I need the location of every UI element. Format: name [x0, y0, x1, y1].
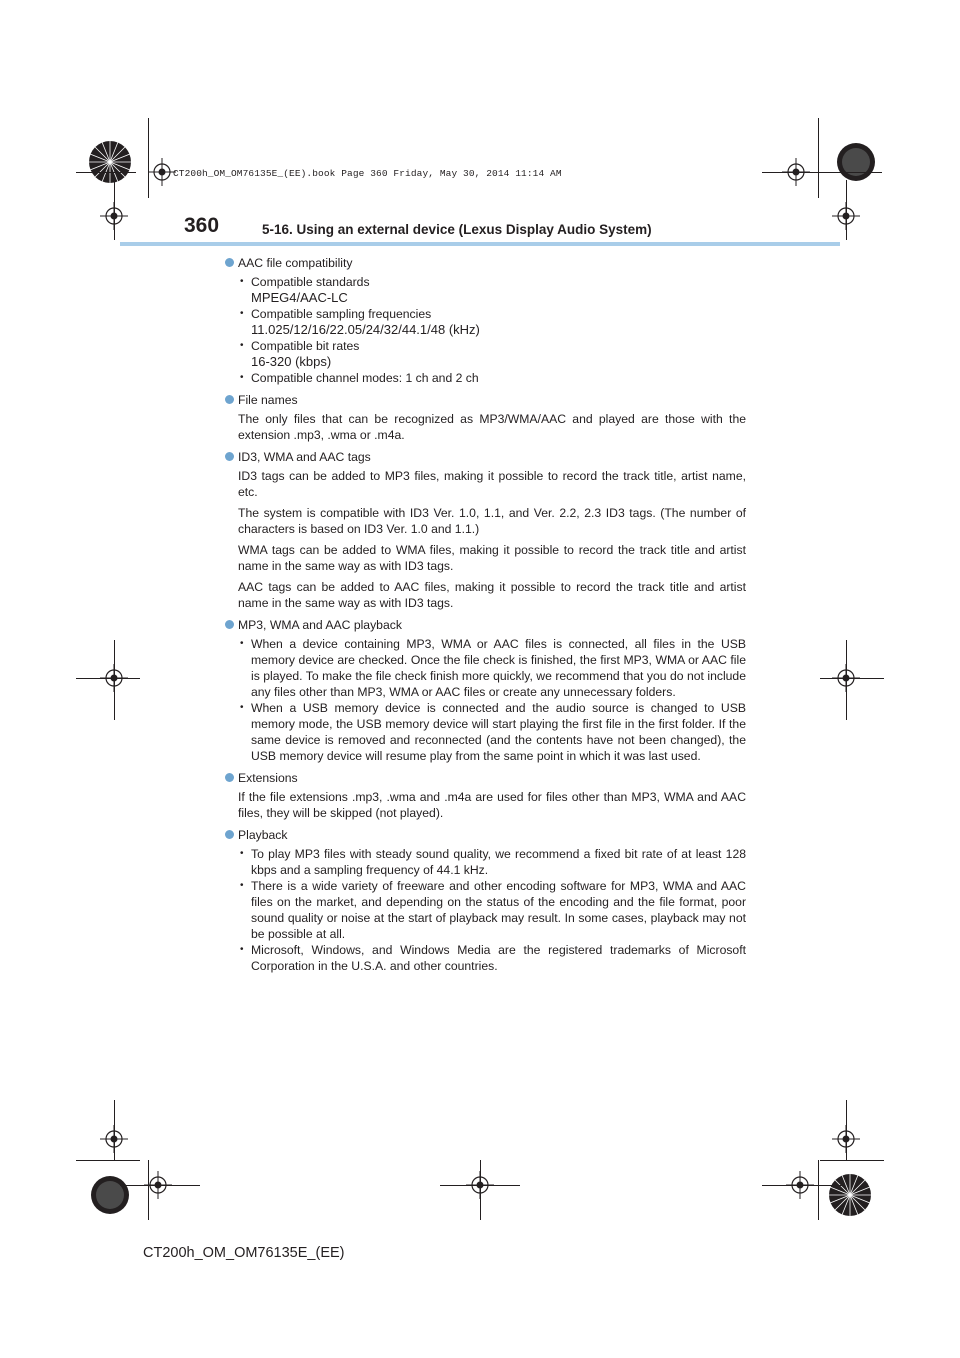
- list-item: [225, 770, 746, 821]
- sub-item: [238, 338, 746, 370]
- sub-item: [238, 370, 746, 386]
- item-paragraph: If the file extensions .mp3, .wma and .m4a are used for files other than MP3, WMA and AAC files, they will be skipped (not played).: [238, 790, 746, 820]
- sub-label: • Compatible sampling frequencies: [251, 307, 432, 321]
- trim-line: [480, 1160, 481, 1220]
- trim-line: [820, 678, 884, 679]
- section-title: 5-16. Using an external device (Lexus Display Audio System): [262, 222, 652, 237]
- sub-item: [238, 942, 746, 974]
- list-item: [225, 827, 746, 974]
- trim-line: [114, 640, 115, 720]
- sub-text: • When a USB memory device is connected and the audio source is changed to USB memory mode, the USB memory device will start playing the first file in the first folder. If the same device is removed and reconnected (and the contents have not been changed), the USB memory device will resume play from the same point in which it was last used.: [251, 701, 746, 763]
- rosette-icon: [826, 1171, 874, 1219]
- sub-label: • Compatible standards: [251, 275, 370, 289]
- sub-item: [238, 700, 746, 764]
- sub-list: [238, 274, 746, 386]
- sub-label: • Compatible channel modes: 1 ch and 2 ch: [251, 371, 479, 385]
- trim-line: [76, 678, 140, 679]
- bullet-icon: [225, 773, 234, 782]
- trim-line: [762, 1185, 842, 1186]
- trim-line: [76, 1160, 140, 1161]
- item-paragraph: AAC tags can be added to AAC files, making it possible to record the track title and artist name in the same way as with ID3 tags.: [238, 580, 746, 610]
- list-item: [225, 449, 746, 611]
- item-heading: File names: [238, 393, 298, 407]
- list-item: [225, 255, 746, 386]
- trim-line: [114, 1100, 115, 1160]
- sub-text: • Microsoft, Windows, and Windows Media are the registered trademarks of Microsoft Corporation in the U.S.A. and other countries.: [251, 943, 746, 973]
- crosshair-icon: [148, 158, 176, 186]
- sub-item: [238, 636, 746, 700]
- sub-item: [238, 846, 746, 878]
- sub-item: [238, 306, 746, 338]
- trim-line: [76, 172, 136, 173]
- trim-line: [114, 180, 115, 240]
- sub-value: 16-320 (kbps): [251, 354, 332, 369]
- item-heading: Extensions: [238, 771, 298, 785]
- bullet-icon: [225, 258, 234, 267]
- item-heading: MP3, WMA and AAC playback: [238, 618, 402, 632]
- trim-line: [818, 1160, 819, 1220]
- item-paragraph: The only files that can be recognized as MP3/WMA/AAC and played are those with the extension .mp3, .wma or .m4a.: [238, 412, 746, 442]
- rosette-icon: [834, 140, 878, 184]
- item-paragraph: The system is compatible with ID3 Ver. 1.0, 1.1, and Ver. 2.2, 2.3 ID3 tags. (The number of characters is based on ID3 Ver. 1.0 and 1.1.): [238, 506, 746, 536]
- sub-value: 11.025/12/16/22.05/24/32/44.1/48 (kHz): [251, 322, 480, 337]
- item-heading: AAC file compatibility: [238, 256, 353, 270]
- trim-line: [846, 640, 847, 720]
- trim-line: [148, 118, 149, 198]
- sub-text: • To play MP3 files with steady sound quality, we recommend a fixed bit rate of at least 128 kbps and a sampling frequency of 44.1 kHz.: [251, 847, 746, 877]
- rosette-icon: [88, 1173, 132, 1217]
- trim-line: [148, 1160, 149, 1220]
- bullet-icon: [225, 452, 234, 461]
- item-paragraph: WMA tags can be added to WMA files, making it possible to record the track title and artist name in the same way as with ID3 tags.: [238, 543, 746, 573]
- item-heading: Playback: [238, 828, 288, 842]
- trim-line: [818, 118, 819, 198]
- trim-line: [120, 1185, 200, 1186]
- header-rule: [120, 242, 840, 246]
- item-heading: ID3, WMA and AAC tags: [238, 450, 371, 464]
- sub-text: • When a device containing MP3, WMA or AAC files is connected, all files in the USB memory device are checked. Once the file check is finished, the first MP3, WMA or AAC file is played. To make the file check finish more quickly, we recommend that you do not include any files other than MP3, WMA or AAC files or create any unnecessary folders.: [251, 637, 746, 699]
- list-item: [225, 617, 746, 764]
- list-item: [225, 392, 746, 443]
- trim-line: [846, 180, 847, 240]
- trim-line: [846, 1100, 847, 1160]
- bullet-icon: [225, 395, 234, 404]
- bullet-icon: [225, 830, 234, 839]
- sub-list: [238, 636, 746, 764]
- sub-item: [238, 878, 746, 942]
- book-stamp: CT200h_OM_OM76135E_(EE).book Page 360 Friday, May 30, 2014 11:14 AM: [173, 168, 562, 179]
- item-paragraph: ID3 tags can be added to MP3 files, making it possible to record the track title, artist name, etc.: [238, 469, 746, 499]
- footer-code: CT200h_OM_OM76135E_(EE): [143, 1245, 345, 1261]
- sub-list: [238, 846, 746, 974]
- sub-label: • Compatible bit rates: [251, 339, 360, 353]
- bullet-icon: [225, 620, 234, 629]
- sub-value: MPEG4/AAC-LC: [251, 290, 348, 305]
- sub-item: [238, 274, 746, 306]
- trim-line: [820, 1160, 884, 1161]
- sub-text: • There is a wide variety of freeware and other encoding software for MP3, WMA and AAC files on the market, and depending on the status of the encoding and the file format, poor sound quality or noise at the start of playback may result. In some cases, playback may not be possible at all.: [251, 879, 746, 941]
- page-number: 360: [184, 214, 220, 237]
- content: [225, 255, 746, 980]
- trim-line: [762, 172, 882, 173]
- rosette-icon: [86, 138, 134, 186]
